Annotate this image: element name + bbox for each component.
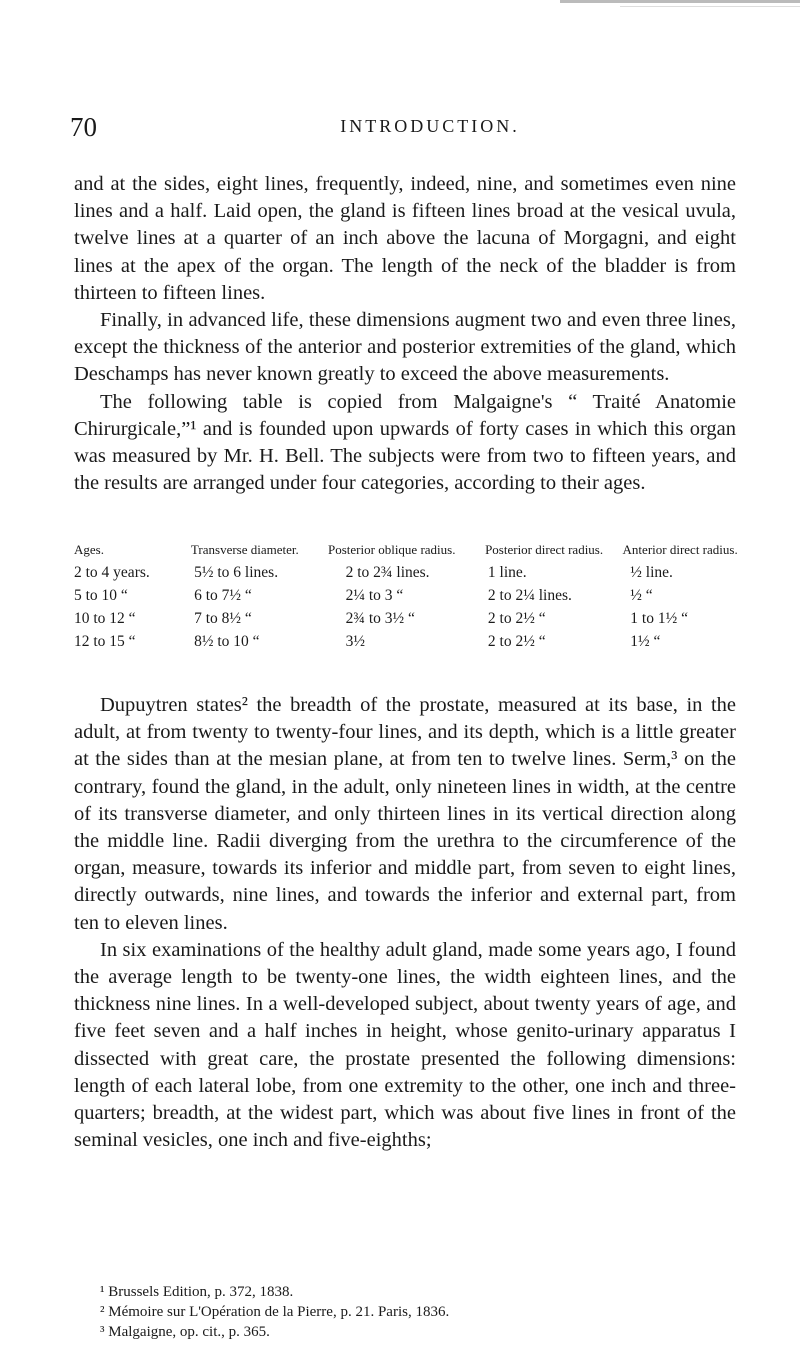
column-header-posterior-direct: Posterior direct radius. <box>485 542 604 557</box>
table-cell: 2 to 2¾ lines. <box>345 564 430 581</box>
table-row <box>74 630 740 653</box>
table-cell: 1 to 1½ “ <box>630 610 688 627</box>
table-cell: ½ “ <box>630 587 653 604</box>
table-cell: 3½ <box>345 633 365 650</box>
table-row <box>74 561 740 584</box>
table-row <box>74 584 740 607</box>
footnote: ² Mémoire sur L'Opération de la Pierre, p. 21. Paris, 1836. <box>100 1304 450 1320</box>
text-block-bottom <box>74 692 736 1154</box>
column-header-transverse: Transverse diameter. <box>190 542 299 557</box>
table-cell: 10 to 12 “ <box>74 610 136 627</box>
table-header-row <box>74 543 740 561</box>
column-header-posterior-oblique: Posterior oblique radius. <box>328 542 456 557</box>
paragraph: and at the sides, eight lines, frequently, indeed, nine, and sometimes even nine lines and a half. Laid open, the gland is fifteen lines broad at the vesical uvula, twelve lines at a quarter of an inch above the lacuna of Morgagni, and eight lines at the apex of the organ. The length of the neck of the bladder is from thirteen to fifteen lines. <box>74 173 736 304</box>
table-cell: 2¼ to 3 “ <box>345 587 404 604</box>
table-cell: 6 to 7½ “ <box>194 587 252 604</box>
table-cell: 2 to 2½ “ <box>487 633 546 650</box>
table-cell: 8½ to 10 “ <box>194 633 260 650</box>
paragraph: In six examinations of the healthy adult gland, made some years ago, I found the average length to be twenty-one lines, the width eighteen lines, and the thickness nine lines. In a well-developed subject, about twenty years of age, and five feet seven and a half inches in height, whose genito-urinary apparatus I dissected with great care, the prostate presented the following dimensions: length of each lateral lobe, from one extremity to the other, one inch and three-quarters; breadth, at the widest part, which was about five lines in front of the seminal vesicles, one inch and five-eighths; <box>74 938 736 1152</box>
scan-edge-line <box>560 0 800 3</box>
table-cell: 2¾ to 3½ “ <box>345 610 415 627</box>
table-cell: 1 line. <box>487 564 527 581</box>
table-cell: ½ line. <box>630 564 673 581</box>
table-cell: 2 to 2¼ lines. <box>487 587 572 604</box>
footnote: ³ Malgaigne, op. cit., p. 365. <box>100 1324 270 1340</box>
footnote: ¹ Brussels Edition, p. 372, 1838. <box>100 1284 294 1300</box>
table-cell: 12 to 15 “ <box>74 633 136 650</box>
text-block-top <box>74 171 736 497</box>
table-cell: 2 to 4 years. <box>74 564 150 581</box>
page-number: 70 <box>70 112 97 142</box>
column-header-ages: Ages. <box>74 542 104 557</box>
dimensions-table <box>74 543 740 653</box>
table-cell: 5½ to 6 lines. <box>194 564 279 581</box>
paragraph: Dupuytren states² the breadth of the prostate, measured at its base, in the adult, at from twenty to twenty-four lines, and its depth, which is a little greater at the sides than at the mesian plane, at from ten to twelve lines. Serm,³ on the contrary, found the gland, in the adult, only nineteen lines in width, at the centre of its transverse diameter, and only thirteen lines in its vertical direction along the middle line. Radii diverging from the urethra to the circumference of the organ, measure, towards its inferior and middle part, from seven to eight lines, directly outwards, nine lines, and towards the inferior and external part, from ten to eleven lines. <box>74 694 736 934</box>
running-title: INTRODUCTION. <box>340 116 520 136</box>
table-cell: 1½ “ <box>630 633 661 650</box>
table-cell: 7 to 8½ “ <box>194 610 252 627</box>
paragraph: The following table is copied from Malgaigne's “ Traité Anatomie Chirurgicale,”¹ and is founded upon upwards of forty cases in which this organ was measured by Mr. H. Bell. The subjects were from two to fifteen years, and the results are arranged under four categories, according to their ages. <box>74 390 736 495</box>
table-cell: 5 to 10 “ <box>74 587 128 604</box>
paragraph: Finally, in advanced life, these dimensions augment two and even three lines, except the thickness of the anterior and posterior extremities of the gland, which Deschamps has never known greatly to exceed the above measurements. <box>74 309 736 386</box>
table-row <box>74 607 740 630</box>
scan-edge-line-thin <box>620 6 800 7</box>
table-cell: 2 to 2½ “ <box>487 610 546 627</box>
footnotes <box>100 1282 740 1342</box>
column-header-anterior-direct: Anterior direct radius. <box>622 542 738 557</box>
